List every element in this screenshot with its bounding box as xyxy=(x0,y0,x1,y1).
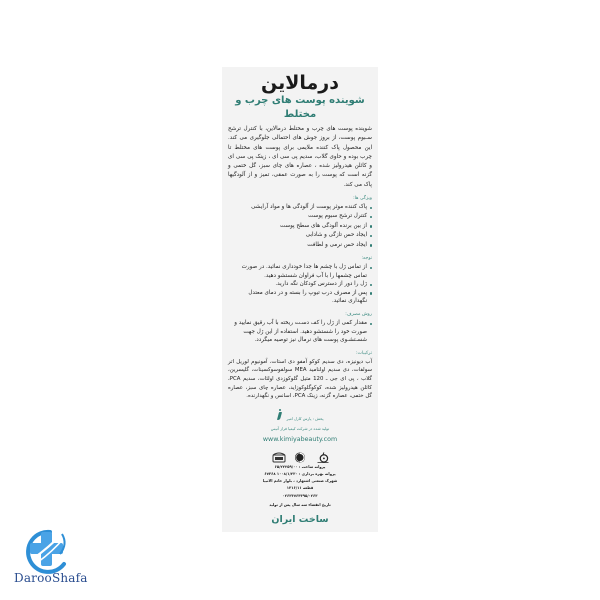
green-dot-icon xyxy=(294,448,307,459)
legal-info xyxy=(228,464,372,500)
certification-icons xyxy=(228,448,372,460)
caution-item: پس از مصرف درب تیوپ را بسته و در دمای معتدل نگهداری نمائید. xyxy=(228,289,372,306)
features-list xyxy=(228,203,372,250)
caution-item: از تماس ژل با چشم ها جدا خودداری نمائید. در صورت تماس چشمها را با آب فراوان شستشو دهید. xyxy=(228,263,372,280)
darooshafa-logo-text: DarooShafa xyxy=(14,571,88,585)
feature-item: از بین برنده آلودگی های سطح پوست xyxy=(228,222,372,231)
recycle-bin-icon xyxy=(272,448,285,459)
caution-item: ژل را دور از دسترس کودکان نگه دارید. xyxy=(228,280,372,289)
cautions-title: توجه: xyxy=(361,256,372,262)
manufacturer-text: تولید شده در شرکت کیمیا فراز آتیس xyxy=(270,425,330,431)
feature-item: ایجاد حس تازگی و شادابی xyxy=(228,231,372,240)
ingredients-text: آب دیونیزه، دی سدیم کوکو آمفو دی استات، آمونیوم لوریل اتر سولفات، دی سدیم اولنامید MEA سولفوسوکسینات، گلیسرین، گلاب ، پی ای جی ـ 120 متیل گلوکوزدی اولئات، سدیم PCA، کائلن هیدرولیز شده، کوکوگلوکوزاید، عصاره چای سبز، عصاره گل ختمی، عصاره گزنه، زینک PCA، اسانس و نگهدارنده. xyxy=(228,358,372,400)
made-in-label: ساخت ایران xyxy=(271,513,329,525)
product-description: شوینده پوست های چرب و مختلط درمالاین، با کنترل ترشح سـبوم پوست، از بروز جوش های احتمالی جلوگیری می کند. این محصول پاک کننده ملایمی برای پوست های مختلط تا چرب بوده و حاوی گلاب، سدیم پی سی ای ، زینک پی سی ای و کائلن هیدرولیز شده ، عصاره های چای سبز، گل ختمی و گزنه است که پوست را به صورت عمقی، تمیز و از آلودگیها پاک می کند. xyxy=(228,126,372,188)
ingredients-title: ترکیبات: xyxy=(355,350,372,356)
distributor-logo-icon xyxy=(276,409,283,421)
features-title: ویژگی ها: xyxy=(353,196,372,202)
brand-name: درمالاین xyxy=(261,72,339,94)
product-symbol-icon xyxy=(316,448,329,459)
legal-line: شهرک صنعتی اشتهارد ، بلوار خاتم الانبیا xyxy=(262,479,338,484)
feature-item: کنترل ترشح سبوم پوست xyxy=(228,212,372,221)
product-subtitle: شوینده پوست های چرب و مختلط xyxy=(235,95,365,120)
usage-title: روش مصرف: xyxy=(345,312,372,318)
feature-item: پاک کننده موثر پوست از آلودگی ها و مواد آرایشی xyxy=(228,203,372,212)
cautions-list xyxy=(228,263,372,306)
expiry-note: تاریخ انقضاء سه سال پس از تولید xyxy=(269,502,331,507)
product-box-panel xyxy=(222,67,378,532)
legal-line: پروانه بهره برداری : ۱۰۰۸/۱/۲۳۰ ۶۷۳۶۸ xyxy=(264,472,336,477)
usage-item: مقدار کمی از ژل را کف دسـت ریخته با آب رقیق نمایید و صورت خود را شستشو دهید. استفاده از این ژل جهت شسـتشـوی پوست های نرمال نیز توصیه میگردد. xyxy=(228,319,372,345)
feature-item: ایجاد حس نرمی و لطافت xyxy=(228,241,372,250)
distributor-row xyxy=(228,409,372,421)
distributor-text: پخش : پارس کارل امیر xyxy=(286,415,324,421)
legal-line: ۰۲۶۳۳۷۶۴۳۹۵/۰۲۶۳ xyxy=(282,493,318,498)
website-url: www.kimiyabeauty.com xyxy=(262,435,338,443)
legal-line: قطعه ۱۳۱۶/۱۱ xyxy=(286,486,314,491)
legal-line: پروانه ساخت : ۶۵/۲۲۲۵۹/۰۰ xyxy=(274,464,326,469)
usage-list xyxy=(228,319,372,345)
